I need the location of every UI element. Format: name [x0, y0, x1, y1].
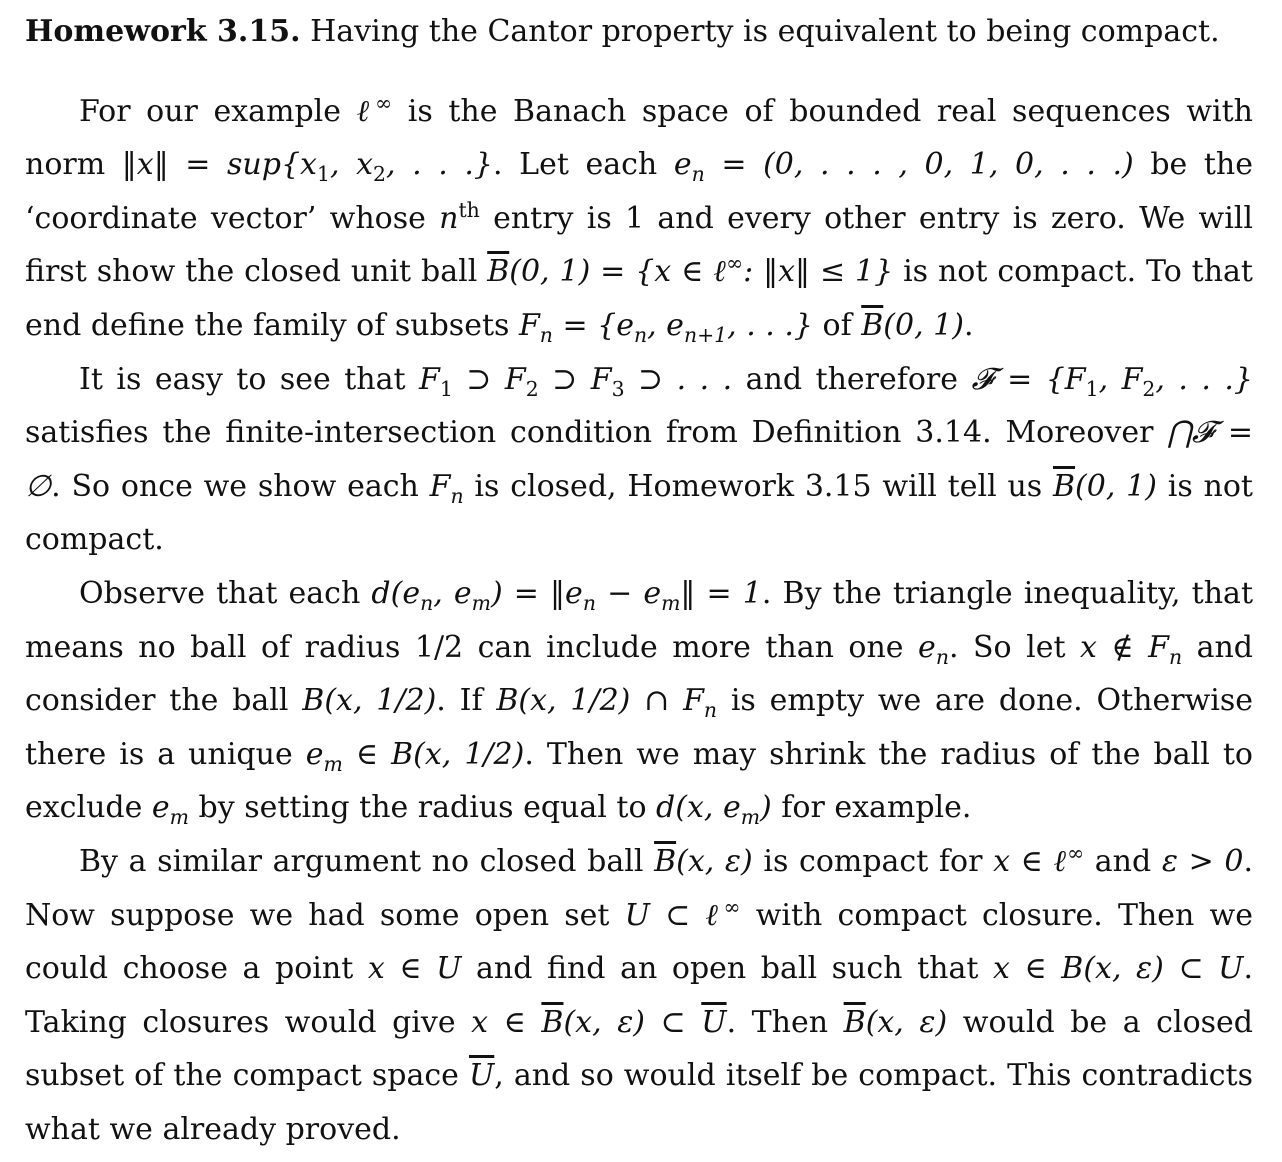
math-expression: $F_n$	[429, 468, 464, 508]
text-run: for example.	[771, 790, 972, 826]
math-expression: $\overline{B}(x$, ε)	[843, 1004, 948, 1040]
text-run: . By the triangle inequality, that means no ball of radius 1/2 can include more than one	[25, 575, 1253, 665]
math-expression: $\overline{U}$	[468, 1058, 495, 1094]
text-run: is not compact. To that end define the family of subsets	[25, 254, 1253, 343]
math-expression: 𝓕 = {$F_1$, $F_2$, . . .}	[971, 361, 1254, 401]
math-expression: x ∈ $\overline{B}(x$, ε) ⊂ $\overline{U}$	[471, 1004, 727, 1040]
text-run: satisfies the finite-intersection condition from Definition 3.14. Moreover	[25, 415, 1168, 451]
math-expression: $e_n = (0$, . . . , 0, 1, 0, . . .)	[673, 147, 1134, 187]
math-expression: x ∈ B(x, ε) ⊂ U	[992, 951, 1244, 987]
text-run: .	[963, 307, 974, 343]
math-expression: B(x, 1/2) ∩ $F_n$	[496, 683, 718, 723]
homework-text: Having the Cantor property is equivalent to being compact.	[310, 14, 1220, 49]
text-run: be the ‘coordinate vector’ whose	[25, 147, 1254, 236]
math-expression: $F_n = \{e_n$, $e_{n+1}$, . . .}	[518, 307, 813, 347]
math-expression: ‖x‖ = $sup\{x_1$, $x_2$, . . .}	[121, 147, 494, 187]
text-run: It is easy to see that	[79, 361, 420, 397]
text-run: is empty we are done. Otherwise there is a unique	[25, 683, 1253, 772]
homework-statement	[25, 5, 1253, 59]
paragraph-1	[25, 85, 1253, 353]
text-run: Observe that each	[79, 575, 372, 611]
math-expression: B(x, 1/2)	[302, 683, 437, 719]
math-expression: $e_n$	[918, 629, 949, 669]
text-run: For our example	[79, 93, 357, 129]
math-expression: d(x, $e_m$)	[656, 790, 772, 830]
math-expression: $F_1$ ⊃ $F_2$ ⊃ $F_3$ ⊃ . . .	[419, 361, 733, 401]
text-run: entry is 1 and every other entry is zero. We will first show the closed unit ball	[25, 200, 1253, 290]
math-expression: x ∈ ℓ∞	[993, 840, 1085, 879]
text-run: of	[812, 307, 862, 343]
text-run: is closed, Homework 3.15 will tell us	[463, 468, 1053, 504]
text-run: is compact for	[752, 843, 994, 879]
math-expression: x ∈ U	[367, 951, 462, 987]
math-expression: ℓ∞	[356, 90, 393, 129]
math-expression: $n^{th}$	[439, 197, 480, 236]
math-expression: x ∉ $F_n$	[1080, 629, 1183, 669]
math-expression: $\overline{B}(0$, 1)	[861, 307, 964, 343]
paragraph-3	[25, 567, 1253, 835]
math-expression: $e_m$ ∈ B(x, 1/2)	[305, 736, 525, 776]
text-run: and	[1084, 843, 1162, 879]
text-run: . Then	[726, 1004, 844, 1040]
text-run: is not compact.	[25, 468, 1253, 558]
text-run: . Then we may shrink the radius of the ball to exclude	[25, 736, 1253, 826]
math-expression: $e_m$	[151, 790, 189, 830]
math-expression: $d(e_n$, $e_m$) = $‖e_n$ − $e_m‖ = 1$	[371, 575, 762, 615]
text-run: , and so would itself be compact. This contradicts what we already proved.	[25, 1058, 1253, 1147]
math-expression: ε > 0	[1161, 843, 1244, 879]
math-expression: ⋂𝓕 = ∅	[25, 415, 1253, 504]
text-run: . If	[436, 683, 497, 719]
math-expression: $\overline{B}(0$, 1) = {x ∈ ℓ∞: ‖x‖ ≤ 1}	[487, 251, 894, 290]
text-run: with compact closure. Then we could choose a point	[25, 897, 1253, 987]
paragraph-4	[25, 835, 1253, 1157]
text-run: . Taking closures would give	[25, 951, 1253, 1040]
paragraph-2	[25, 353, 1253, 567]
text-run: . So once we show each	[51, 468, 430, 504]
math-expression: $\overline{B}(x$, ε)	[654, 843, 753, 879]
text-run: and consider the ball	[25, 629, 1253, 719]
math-expression: $\overline{B}(0$, 1)	[1053, 468, 1157, 504]
text-run: . Now suppose we had some open set	[25, 843, 1253, 933]
text-run: is the Banach space of bounded real sequences with norm	[25, 93, 1253, 183]
text-run: would be a closed subset of the compact space	[25, 1004, 1253, 1094]
text-run: and therefore	[732, 361, 972, 397]
math-expression: U ⊂ ℓ∞	[624, 894, 741, 933]
text-run: . So let	[948, 629, 1080, 665]
text-run: and find an open ball such that	[461, 951, 993, 987]
text-run: By a similar argument no closed ball	[79, 843, 655, 879]
text-run: . Let each	[493, 147, 674, 183]
homework-label: Homework 3.15.	[25, 14, 301, 49]
text-run: by setting the radius equal to	[189, 790, 657, 826]
